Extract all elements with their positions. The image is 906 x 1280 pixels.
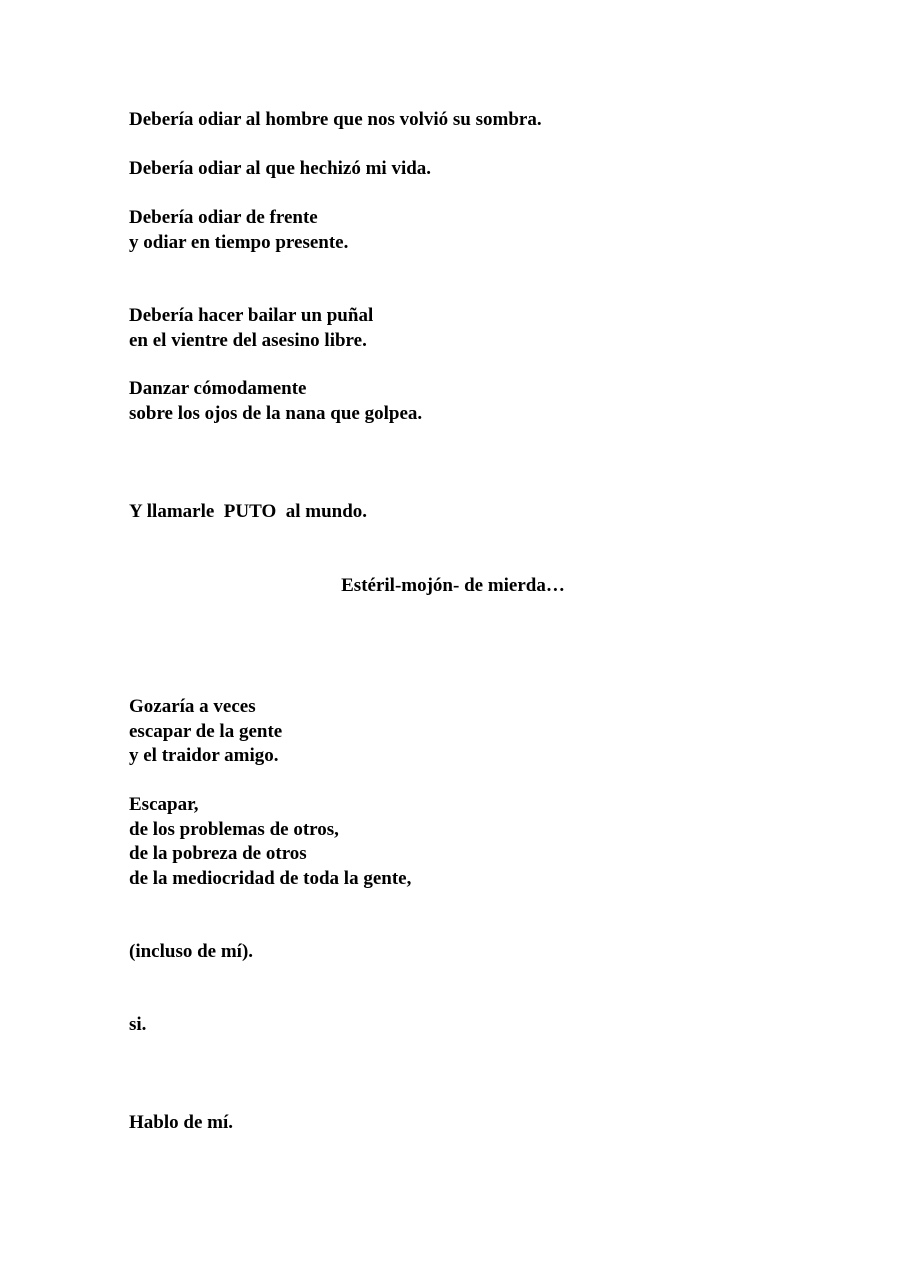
stanza-6 [129,451,367,574]
verse-line: Gozaría a veces [129,696,256,717]
verse-line: Escapar, [129,794,199,815]
stanza-4 [129,304,373,353]
centered-verse [0,574,906,599]
verse-line: Y llamarle PUTO al mundo. [129,501,368,522]
verse-line: (incluso de mí). [129,941,254,962]
stanza-8 [129,793,411,891]
verse-line: de la pobreza de otros [129,843,307,864]
verse-line: Debería hacer bailar un puñal [129,305,374,326]
verse-line: Hablo de mí. [129,1112,233,1133]
stanza-10 [129,1013,146,1038]
stanza-3 [129,206,348,255]
verse-line: Debería odiar al hombre que nos volvió su sombra. [129,109,542,130]
stanza-7 [129,695,282,769]
verse-line: escapar de la gente [129,720,283,742]
stanza-5 [129,377,422,426]
verse-line: y el traidor amigo. [129,745,279,766]
verse-line: Danzar cómodamente [129,378,307,399]
verse-line: en el vientre del asesino libre. [129,329,367,351]
verse-line: de la mediocridad de toda la gente, [129,867,412,889]
verse-line: sobre los ojos de la nana que golpea. [129,402,423,424]
verse-line: Debería odiar al que hechizó mi vida. [129,158,432,179]
verse-line: Debería odiar de frente [129,207,318,228]
stanza-11 [129,1111,233,1136]
verse-line: Estéril-mojón- de mierda… [341,575,565,596]
stanza-9 [129,940,253,965]
verse-line: si. [129,1014,147,1035]
stanza-2 [129,157,431,182]
stanza-1 [129,108,542,133]
verse-line: y odiar en tiempo presente. [129,231,349,253]
verse-line: de los problemas de otros, [129,818,339,840]
